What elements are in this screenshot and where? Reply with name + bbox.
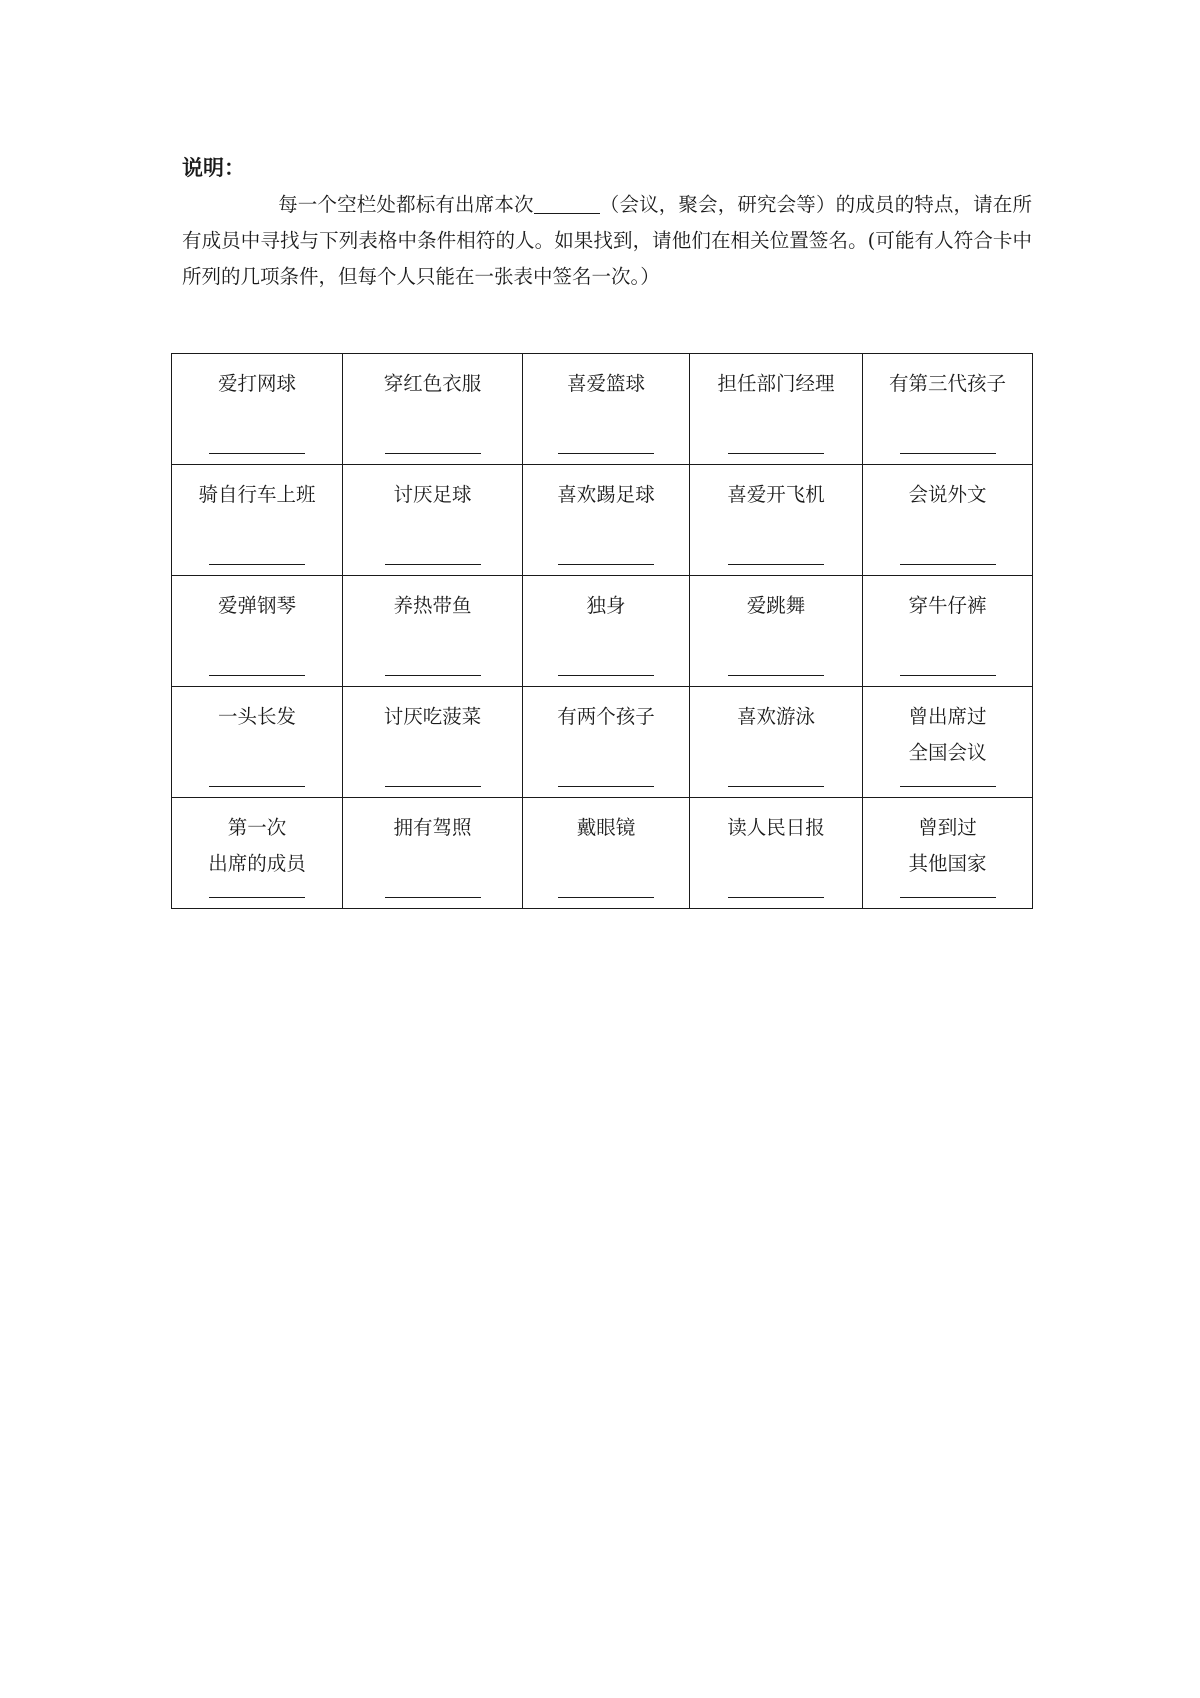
cell-label: 骑自行车上班 (198, 483, 316, 506)
signature-line[interactable] (385, 897, 481, 898)
grid-cell[interactable] (863, 687, 1033, 798)
cell-label: 会说外文 (908, 483, 987, 506)
cell-label: 喜爱篮球 (566, 372, 645, 395)
cell-label: 喜欢游泳 (736, 705, 815, 728)
cell-label: 穿牛仔裤 (908, 594, 987, 617)
signature-line[interactable] (385, 675, 481, 676)
signature-line[interactable] (900, 564, 996, 565)
grid-row (172, 465, 1033, 576)
grid-cell[interactable] (172, 465, 343, 576)
signature-line[interactable] (728, 786, 824, 787)
cell-label: 曾到过 其他国家 (908, 816, 987, 875)
grid-cell[interactable] (523, 465, 690, 576)
signature-line[interactable] (385, 453, 481, 454)
signature-line[interactable] (728, 675, 824, 676)
grid-cell[interactable] (863, 576, 1033, 687)
signature-grid (171, 353, 1033, 909)
signature-line[interactable] (385, 564, 481, 565)
signature-line[interactable] (385, 786, 481, 787)
grid-cell[interactable] (172, 798, 343, 909)
signature-line[interactable] (728, 897, 824, 898)
cell-label: 曾出席过 全国会议 (908, 705, 987, 764)
signature-line[interactable] (900, 453, 996, 454)
signature-line[interactable] (209, 786, 305, 787)
cell-label: 担任部门经理 (717, 372, 835, 395)
grid-cell[interactable] (523, 798, 690, 909)
grid-row (172, 798, 1033, 909)
signature-line[interactable] (558, 897, 654, 898)
signature-line[interactable] (558, 786, 654, 787)
signature-line[interactable] (558, 453, 654, 454)
cell-label: 穿红色衣服 (383, 372, 482, 395)
grid-cell[interactable] (343, 576, 523, 687)
signature-line[interactable] (209, 453, 305, 454)
cell-label: 爱打网球 (217, 372, 296, 395)
instructions-heading: 说明： (182, 156, 245, 180)
cell-label: 读人民日报 (727, 816, 825, 839)
grid-cell[interactable] (863, 465, 1033, 576)
grid-cell[interactable] (523, 576, 690, 687)
grid-cell[interactable] (523, 354, 690, 465)
grid-cell[interactable] (690, 687, 863, 798)
event-name-blank[interactable] (534, 193, 600, 214)
cell-label: 拥有驾照 (393, 816, 472, 839)
grid-row (172, 576, 1033, 687)
grid-cell[interactable] (172, 687, 343, 798)
grid-cell[interactable] (690, 465, 863, 576)
cell-label: 有第三代孩子 (888, 372, 1006, 395)
cell-label: 爱跳舞 (746, 594, 806, 617)
signature-line[interactable] (558, 675, 654, 676)
signature-line[interactable] (558, 564, 654, 565)
grid-cell[interactable] (690, 576, 863, 687)
instructions-text-part1: 每一个空栏处都标有出席本次 (278, 193, 534, 216)
cell-label: 讨厌足球 (393, 483, 472, 506)
grid-cell[interactable] (863, 354, 1033, 465)
grid-cell[interactable] (523, 687, 690, 798)
grid-cell[interactable] (690, 798, 863, 909)
cell-label: 一头长发 (217, 705, 296, 728)
grid-cell[interactable] (863, 798, 1033, 909)
signature-line[interactable] (900, 675, 996, 676)
signature-line[interactable] (728, 564, 824, 565)
cell-label: 独身 (586, 594, 626, 617)
grid-cell[interactable] (172, 354, 343, 465)
signature-line[interactable] (900, 786, 996, 787)
cell-label: 爱弹钢琴 (217, 594, 296, 617)
cell-label: 戴眼镜 (576, 816, 636, 839)
instructions-text-part2: （会议，聚会，研究会等）的成员的特点，请在所有成员中寻找与下列表格中条件相符的人。如果找到，请他们在相关位置签名。(可能有人符合卡中所列的几项条件，但每个人只能在一张表中签名一次。） (182, 193, 1032, 288)
cell-label: 第一次 出席的成员 (208, 816, 306, 875)
cell-label: 讨厌吃菠菜 (383, 705, 482, 728)
cell-label: 喜爱开飞机 (727, 483, 825, 506)
signature-line[interactable] (209, 675, 305, 676)
cell-label: 有两个孩子 (557, 705, 655, 728)
grid-cell[interactable] (690, 354, 863, 465)
grid-row (172, 354, 1033, 465)
instructions-paragraph (182, 187, 1032, 295)
signature-line[interactable] (728, 453, 824, 454)
signature-line[interactable] (209, 564, 305, 565)
grid-cell[interactable] (343, 465, 523, 576)
grid-cell[interactable] (343, 687, 523, 798)
cell-label: 养热带鱼 (393, 594, 472, 617)
grid-cell[interactable] (343, 798, 523, 909)
cell-label: 喜欢踢足球 (557, 483, 655, 506)
signature-line[interactable] (900, 897, 996, 898)
grid-row (172, 687, 1033, 798)
signature-line[interactable] (209, 897, 305, 898)
grid-cell[interactable] (172, 576, 343, 687)
grid-cell[interactable] (343, 354, 523, 465)
